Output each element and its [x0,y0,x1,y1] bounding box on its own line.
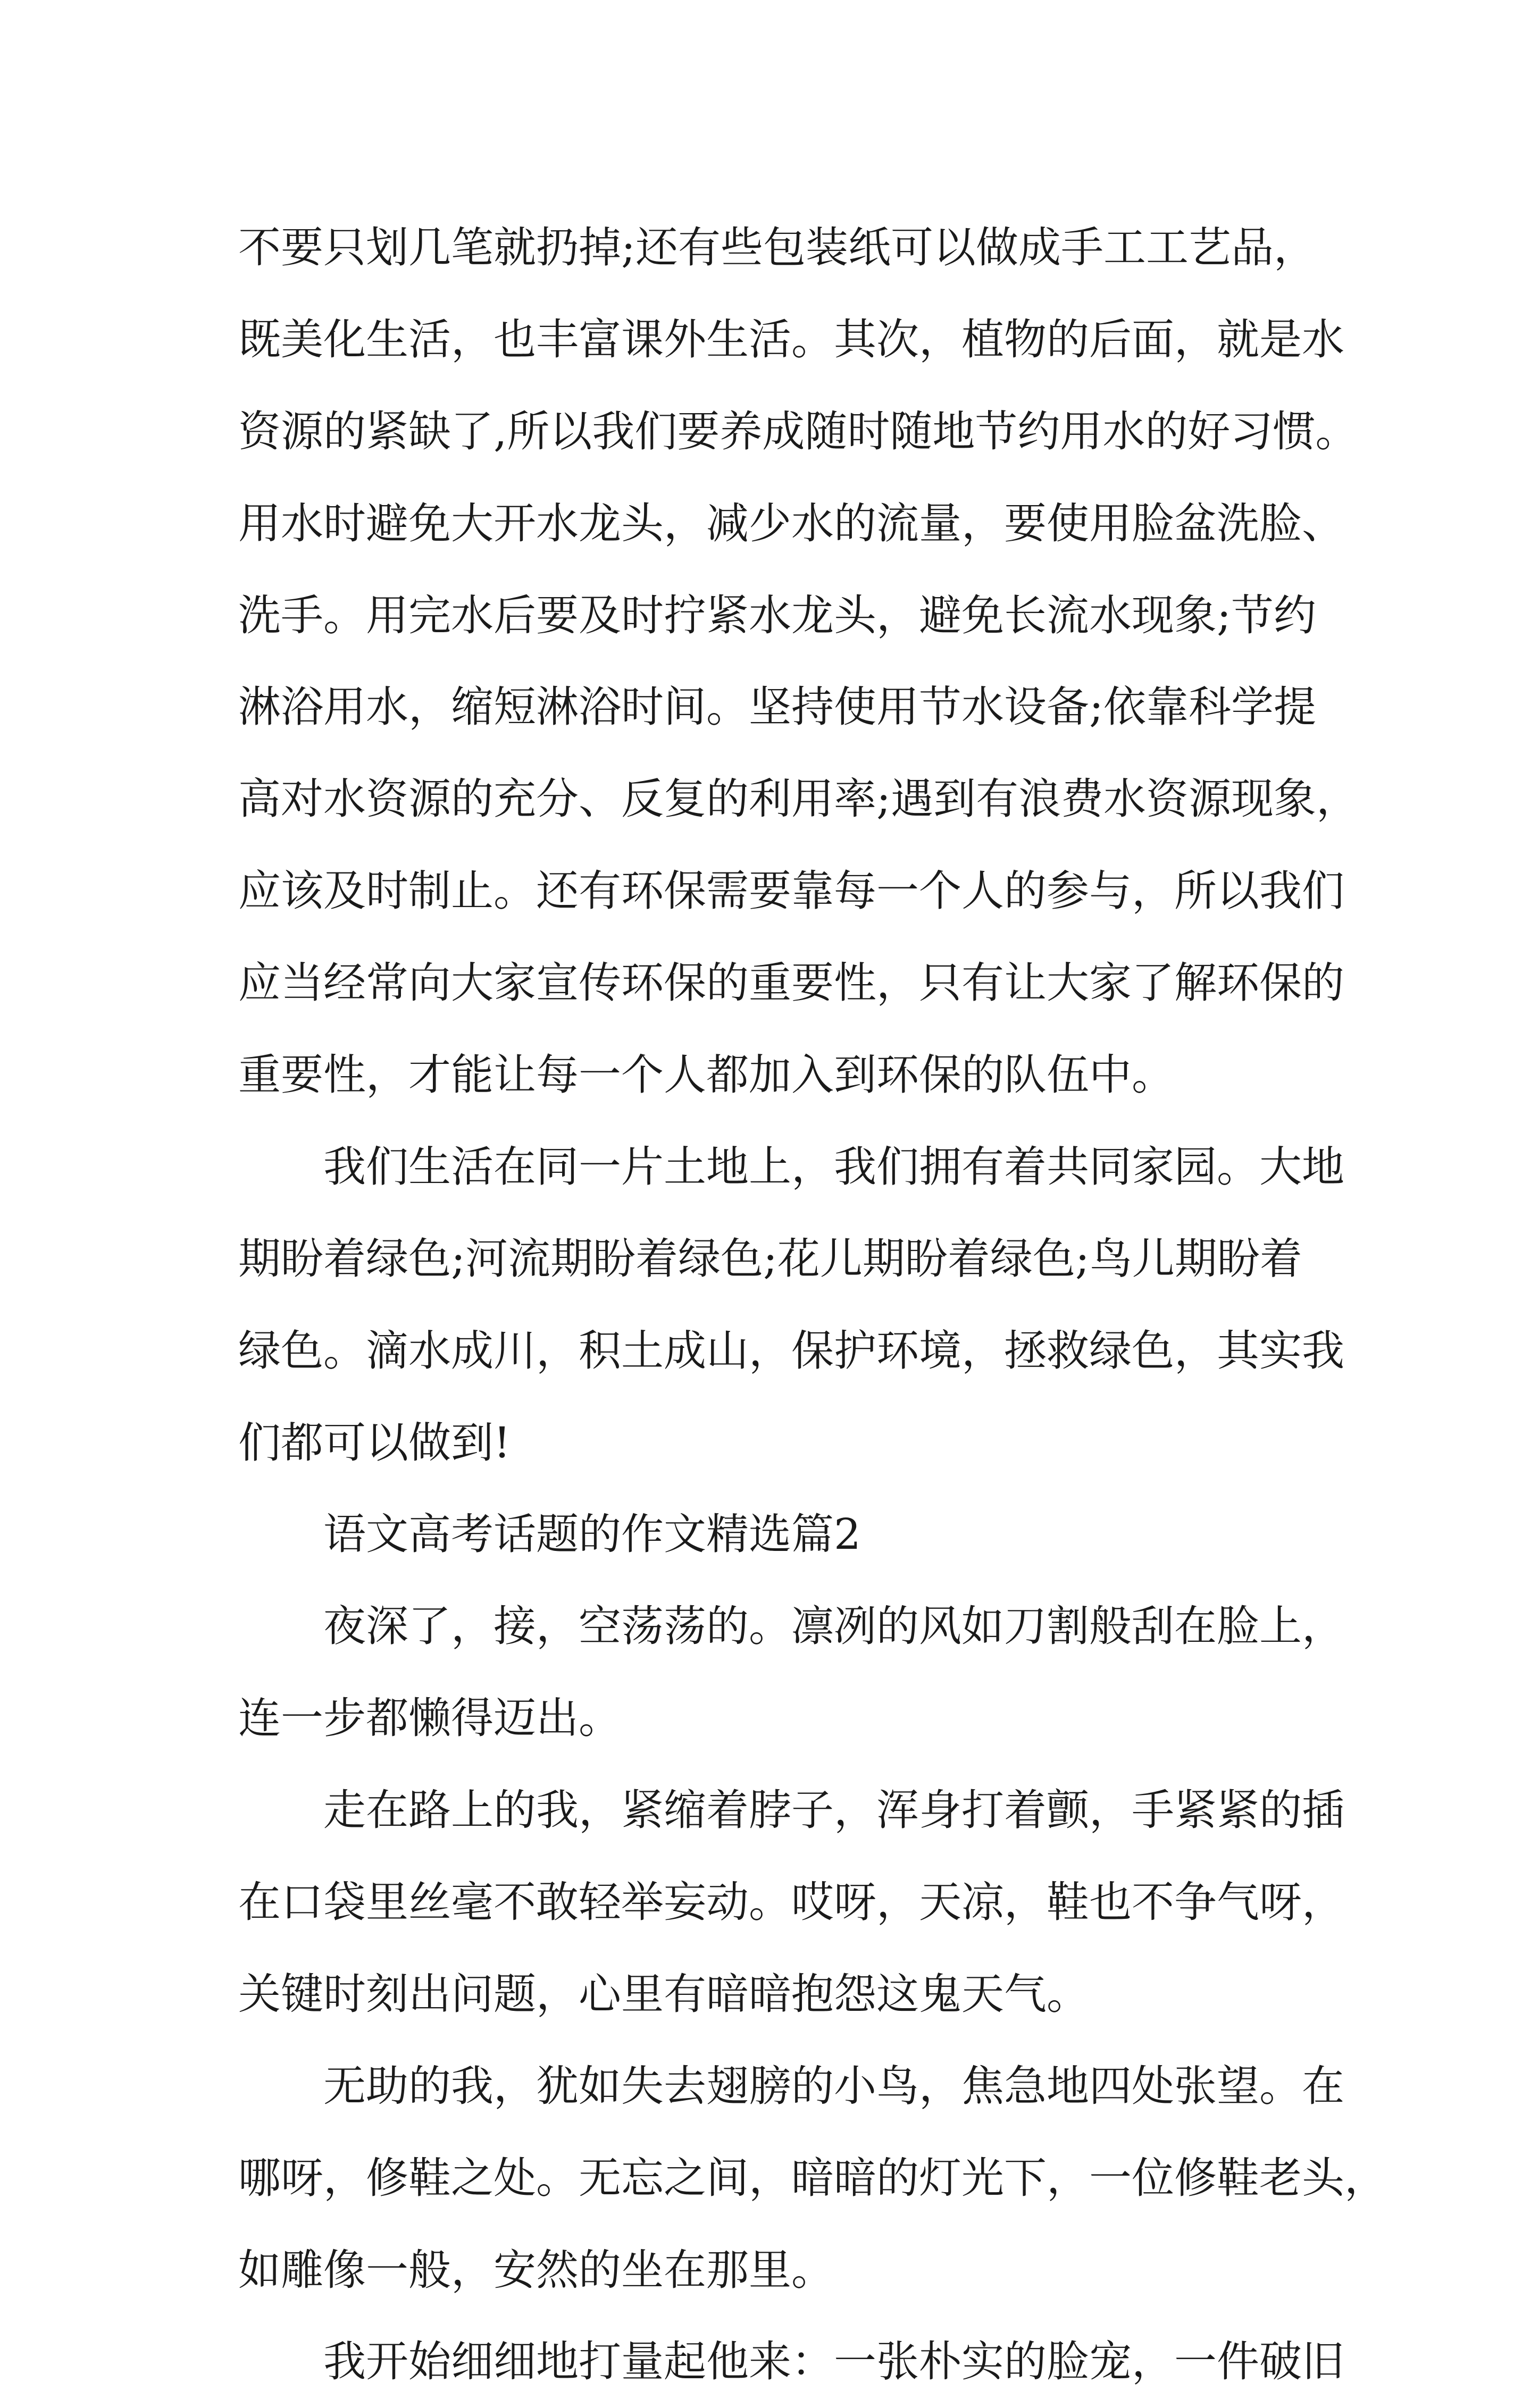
text-line: 连一步都懒得迈出。 [238,1693,621,1743]
text-line: 重要性，才能让每一个人都加入到环保的队伍中。 [238,1050,1174,1100]
text-line: 如雕像一般，安然的坐在那里。 [238,2245,834,2295]
text-line: 用水时避免大开水龙头，减少水的流量，要使用脸盆洗脸、 [238,498,1344,548]
text-line: 不要只划几笔就扔掉;还有些包装纸可以做成手工工艺品， [238,223,1316,272]
paragraph-first-line: 我们生活在同一片土地上，我们拥有着共同家园。大地 [323,1142,1344,1192]
section-heading: 语文高考话题的作文精选篇2 [323,1509,861,1559]
text-line: 在口袋里丝毫不敢轻举妄动。哎呀，天凉，鞋也不争气呀， [238,1877,1344,1927]
text-line: 期盼着绿色;河流期盼着绿色;花儿期盼着绿色;鸟儿期盼着 [238,1234,1302,1283]
text-line: 关键时刻出问题，心里有暗暗抱怨这鬼天气。 [238,1969,1089,2019]
text-line: 哪呀，修鞋之处。无忘之间，暗暗的灯光下，一位修鞋老头， [238,2153,1387,2203]
text-line: 高对水资源的充分、反复的利用率;遇到有浪费水资源现象， [238,774,1359,824]
text-line: 淋浴用水，缩短淋浴时间。坚持使用节水设备;依靠科学提 [238,682,1316,732]
body-text [238,202,1387,2408]
text-line: 应当经常向大家宣传环保的重要性，只有让大家了解环保的 [238,958,1344,1008]
paragraph-first-line: 夜深了，接，空荡荡的。凛冽的风如刀割般刮在脸上， [323,1601,1344,1651]
text-line: 既美化生活，也丰富课外生活。其次，植物的后面，就是水 [238,314,1344,364]
paragraph-first-line: 我开始细细地打量起他来：一张朴实的脸宠，一件破旧 [323,2337,1344,2387]
text-line: 们都可以做到! [238,1417,511,1467]
text-line: 洗手。用完水后要及时拧紧水龙头，避免长流水现象;节约 [238,590,1316,640]
paragraph-first-line: 走在路上的我，紧缩着脖子，浑身打着颤，手紧紧的插 [323,1785,1344,1835]
text-line: 应该及时制止。还有环保需要靠每一个人的参与，所以我们 [238,866,1344,916]
text-line: 绿色。滴水成川，积土成山，保护环境，拯救绿色，其实我 [238,1325,1344,1375]
paragraph-first-line: 无助的我，犹如失去翅膀的小鸟，焦急地四处张望。在 [323,2061,1344,2111]
text-line: 资源的紧缺了,所以我们要养成随时随地节约用水的好习惯。 [238,406,1358,456]
